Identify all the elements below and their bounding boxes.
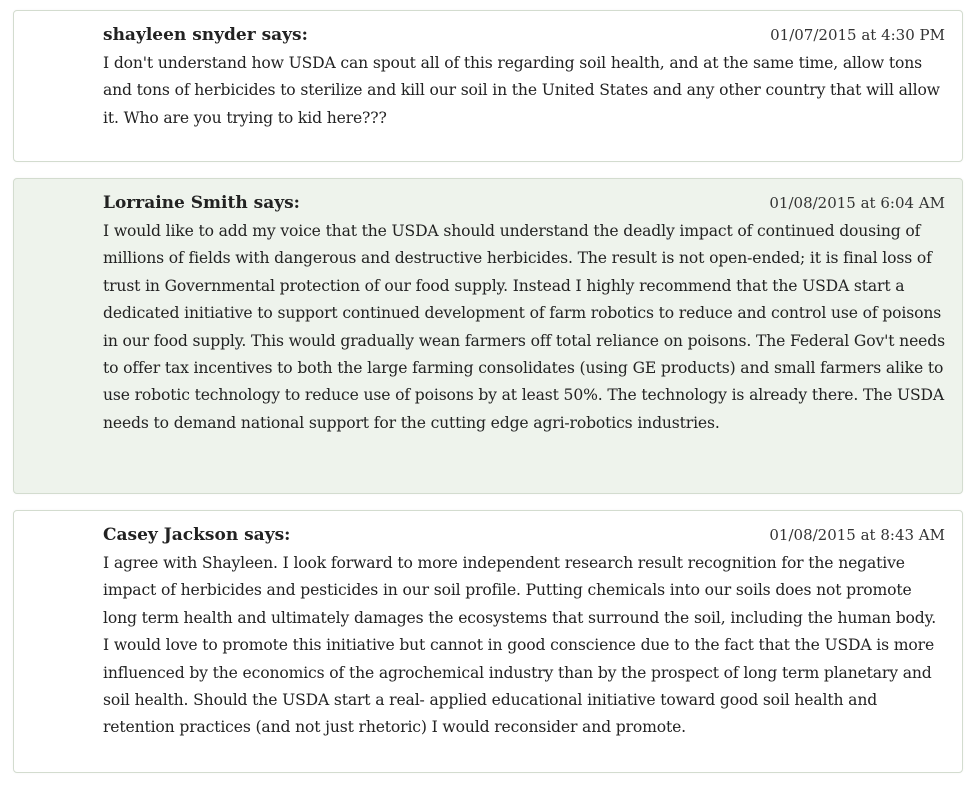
comment-author: Lorraine Smith says: [103,193,300,213]
comment-date[interactable]: 01/07/2015 at 4:30 PM [770,26,945,44]
comment-card [13,178,963,494]
comment-author: shayleen snyder says: [103,25,308,45]
comment-text: I agree with Shayleen. I look forward to more independent research result recognition for the negative impact of herbicides and pesticides in our soil profile. Putting chemicals into our soils does not promote long term health and ultimately damages the ecosystems that surround the soil, including the human body. I would love to promote this initiative but cannot in good conscience due to the fact that the USDA is more influenced by the economics of the agrochemical industry than by the prospect of long term planetary and soil health. Should the USDA start a real- applied educational initiative toward good soil health and retention practices (and not just rhetoric) I would reconsider and promote. [103,554,937,737]
comment-list [13,10,963,773]
comment-text: I would like to add my voice that the USDA should understand the deadly impact of continued dousing of millions of fields with dangerous and destructive herbicides. The result is not open-ended; it is final loss of trust in Governmental protection of our food supply. Instead I highly recommend that the USDA start a dedicated initiative to support continued development of farm robotics to reduce and control use of poisons in our food supply. This would gradually wean farmers off total reliance on poisons. The Federal Gov't needs to offer tax incentives to both the large farming consolidates (using GE products) and small farmers alike to use robotic technology to reduce use of poisons by at least 50%. The technology is already there. The USDA needs to demand national support for the cutting edge agri-robotics industries. [103,222,945,432]
comment-date[interactable]: 01/08/2015 at 8:43 AM [769,526,945,544]
comment-header [103,523,945,549]
comment-author: Casey Jackson says: [103,525,291,545]
comment-date[interactable]: 01/08/2015 at 6:04 AM [769,194,945,212]
comment-text: I don't understand how USDA can spout all of this regarding soil health, and at the same time, allow tons and tons of herbicides to sterilize and kill our soil in the United States and any other country that will allow it. Who are you trying to kid here??? [103,54,940,127]
comment-card [13,510,963,773]
comment-header [103,23,945,49]
comment-card [13,10,963,162]
comment-header [103,191,945,217]
